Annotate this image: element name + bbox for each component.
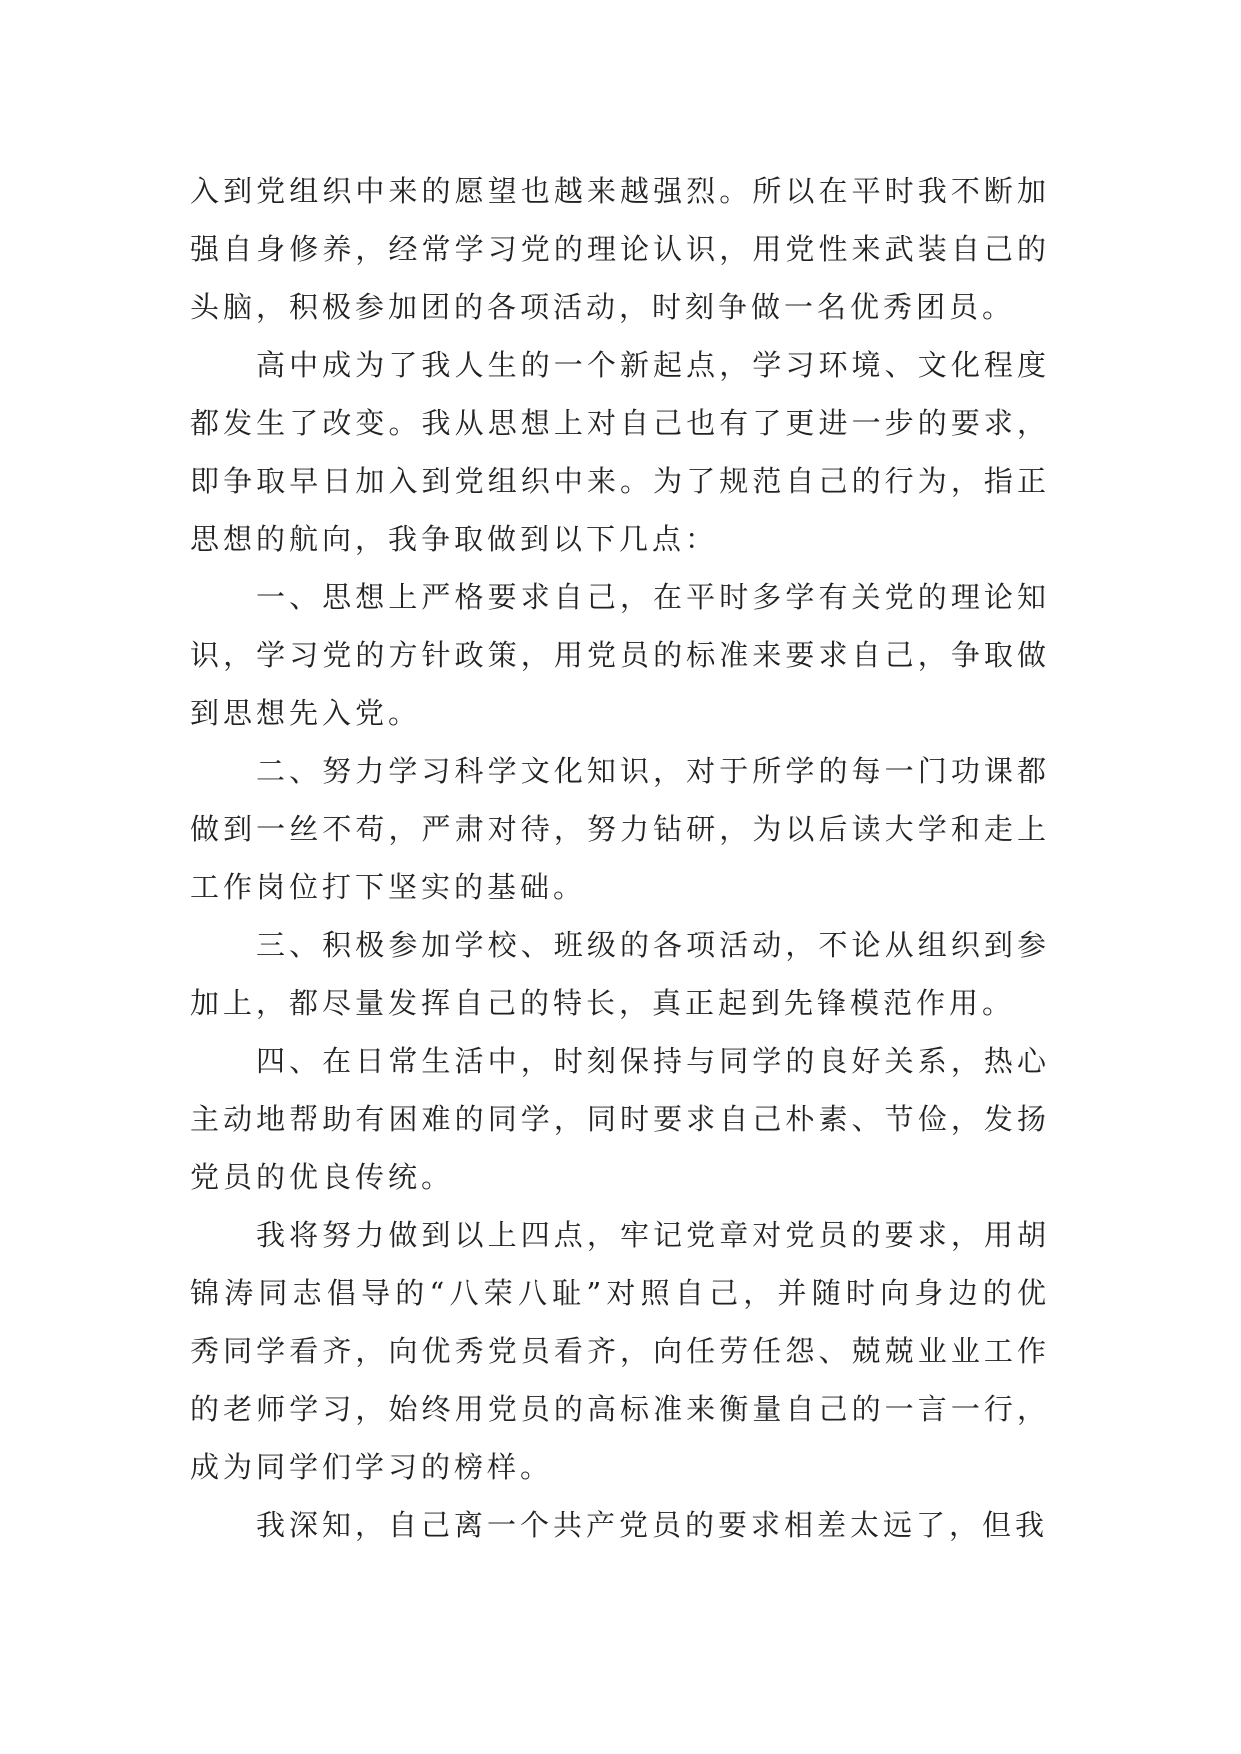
paragraph-1: 入到党组织中来的愿望也越来越强烈。所以在平时我不断加强自身修养，经常学习党的理论认识，用党性来武装自己的头脑，积极参加团的各项活动，时刻争做一名优秀团员。 [190, 174, 1050, 324]
paragraph-3: 一、思想上严格要求自己，在平时多学有关党的理论知识，学习党的方针政策，用党员的标准来要求自己，争取做到思想先入党。 [190, 580, 1050, 730]
paragraph-7: 我将努力做到以上四点，牢记党章对党员的要求，用胡锦涛同志倡导的“八荣八耻”对照自己，并随时向身边的优秀同学看齐，向优秀党员看齐，向任劳任怨、兢兢业业工作的老师学习，始终用党员的高标准来衡量自己的一言一行，成为同学们学习的榜样。 [190, 1218, 1050, 1484]
paragraph-2: 高中成为了我人生的一个新起点，学习环境、文化程度都发生了改变。我从思想上对自己也有了更进一步的要求，即争取早日加入到党组织中来。为了规范自己的行为，指正思想的航向，我争取做到以下几点： [190, 348, 1050, 556]
document-body [190, 162, 1050, 1554]
paragraph-8: 我深知，自己离一个共产党员的要求相差太远了，但我 [256, 1508, 1049, 1542]
paragraph-4: 二、努力学习科学文化知识，对于所学的每一门功课都做到一丝不苟，严肃对待，努力钻研，为以后读大学和走上工作岗位打下坚实的基础。 [190, 754, 1050, 904]
paragraph-6: 四、在日常生活中，时刻保持与同学的良好关系，热心主动地帮助有困难的同学，同时要求自己朴素、节俭，发扬党员的优良传统。 [190, 1044, 1050, 1194]
paragraph-5: 三、积极参加学校、班级的各项活动，不论从组织到参加上，都尽量发挥自己的特长，真正起到先锋模范作用。 [190, 928, 1050, 1020]
